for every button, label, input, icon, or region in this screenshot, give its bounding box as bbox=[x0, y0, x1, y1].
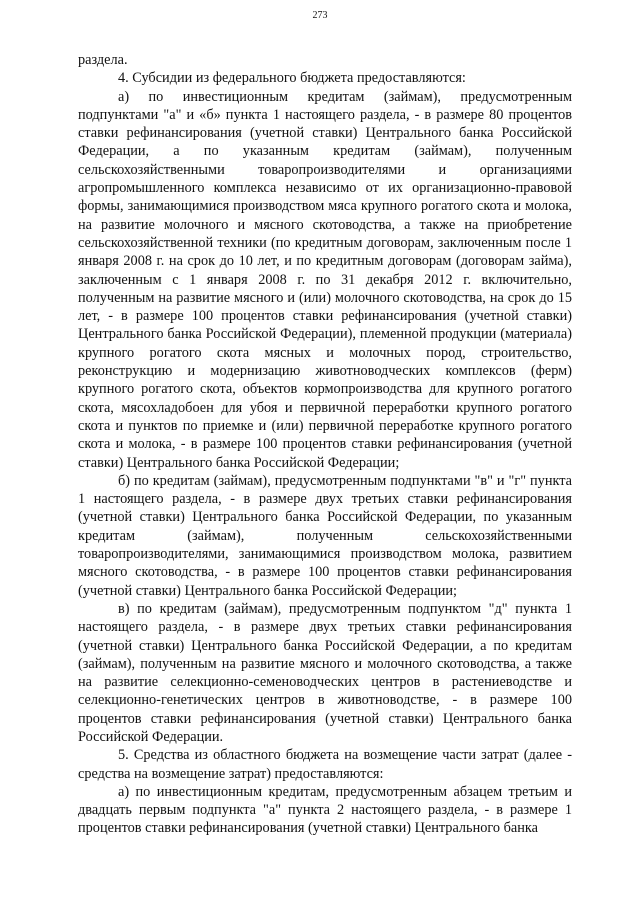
paragraph-p0: раздела. bbox=[78, 52, 128, 68]
paragraph-p1: 4. Субсидии из федерального бюджета предоставляются: bbox=[118, 70, 466, 87]
document-body bbox=[78, 51, 572, 838]
paragraph-p6: а) по инвестиционным кредитам, предусмотренным абзацем третьим и двадцать первым подпункта "а" пункта 2 настоящего раздела, - в размере 1 процентов ставки рефинансирования (учетной ставки) Центрального банка bbox=[78, 783, 572, 837]
paragraph-p4: в) по кредитам (займам), предусмотренным подпунктом "д" пункта 1 настоящего раздела, - в размере двух третьих ставки рефинансирования (учетной ставки) Центрального банка Российской Федерации, а по кредитам (займам), полученным на развитие мясного и молочного скотоводства, а также на развитие селекционно-семеноводческих центров в растениеводстве и селекционно-генетических центров в животноводстве, - в размере 100 процентов ставки рефинансирования (учетной ставки) Центрального банка Российской Федерации. bbox=[78, 600, 572, 745]
page-number: 273 bbox=[312, 10, 328, 21]
paragraph-p5: 5. Средства из областного бюджета на возмещение части затрат (далее - средства на возмещение затрат) предоставляются: bbox=[78, 747, 572, 782]
paragraph-p2: а) по инвестиционным кредитам (займам), предусмотренным подпунктами "а" и «б» пункта 1 настоящего раздела, - в размере 80 процентов ставки рефинансирования (учетной ставки) Центрального банка Российской Федерации, а по указанным кредитам (займам), полученным сельскохозяйственными товаропроизводителями и организациями агропромышленного комплекса независимо от их организационно-правовой формы, занимающимися производством мяса крупного рогатого скота и молока, на развитие молочного и мясного скотоводства, а также на приобретение сельскохозяйственной техники (по кредитным договорам, заключенным после 1 января 2008 г. на срок до 10 лет, и по кредитным договорам (договорам займа), заключенным с 1 января 2008 г. по 31 декабря 2012 г. включительно, полученным на развитие мясного и (или) молочного скотоводства, на срок до 15 лет, - в размере 100 процентов ставки рефинансирования (учетной ставки) Центрального банка Российской Федерации), племенной продукции (материала) крупного рогатого скота мясных и молочных пород, строительство, реконструкцию и модернизацию животноводческих комплексов (ферм) крупного рогатого скота, объектов кормопроизводства для крупного рогатого скота, мясохладобоен для убоя и первичной переработки крупного рогатого скота и пунктов по приемке и (или) первичной переработке крупного рогатого скота и молока, - в размере 100 процентов ставки рефинансирования (учетной ставки) Центрального банка Российской Федерации; bbox=[78, 88, 572, 471]
paragraph-p3: б) по кредитам (займам), предусмотренным подпунктами "в" и "г" пункта 1 настоящего раздела, - в размере двух третьих ставки рефинансирования (учетной ставки) Центрального банка Российской Федерации, по указанным кредитам (займам), полученным сельскохозяйственными товаропроизводителями, занимающимися производством молока, развитием мясного скотоводства, - в размере 100 процентов ставки рефинансирования (учетной ставки) Центрального банка Российской Федерации; bbox=[78, 472, 572, 599]
